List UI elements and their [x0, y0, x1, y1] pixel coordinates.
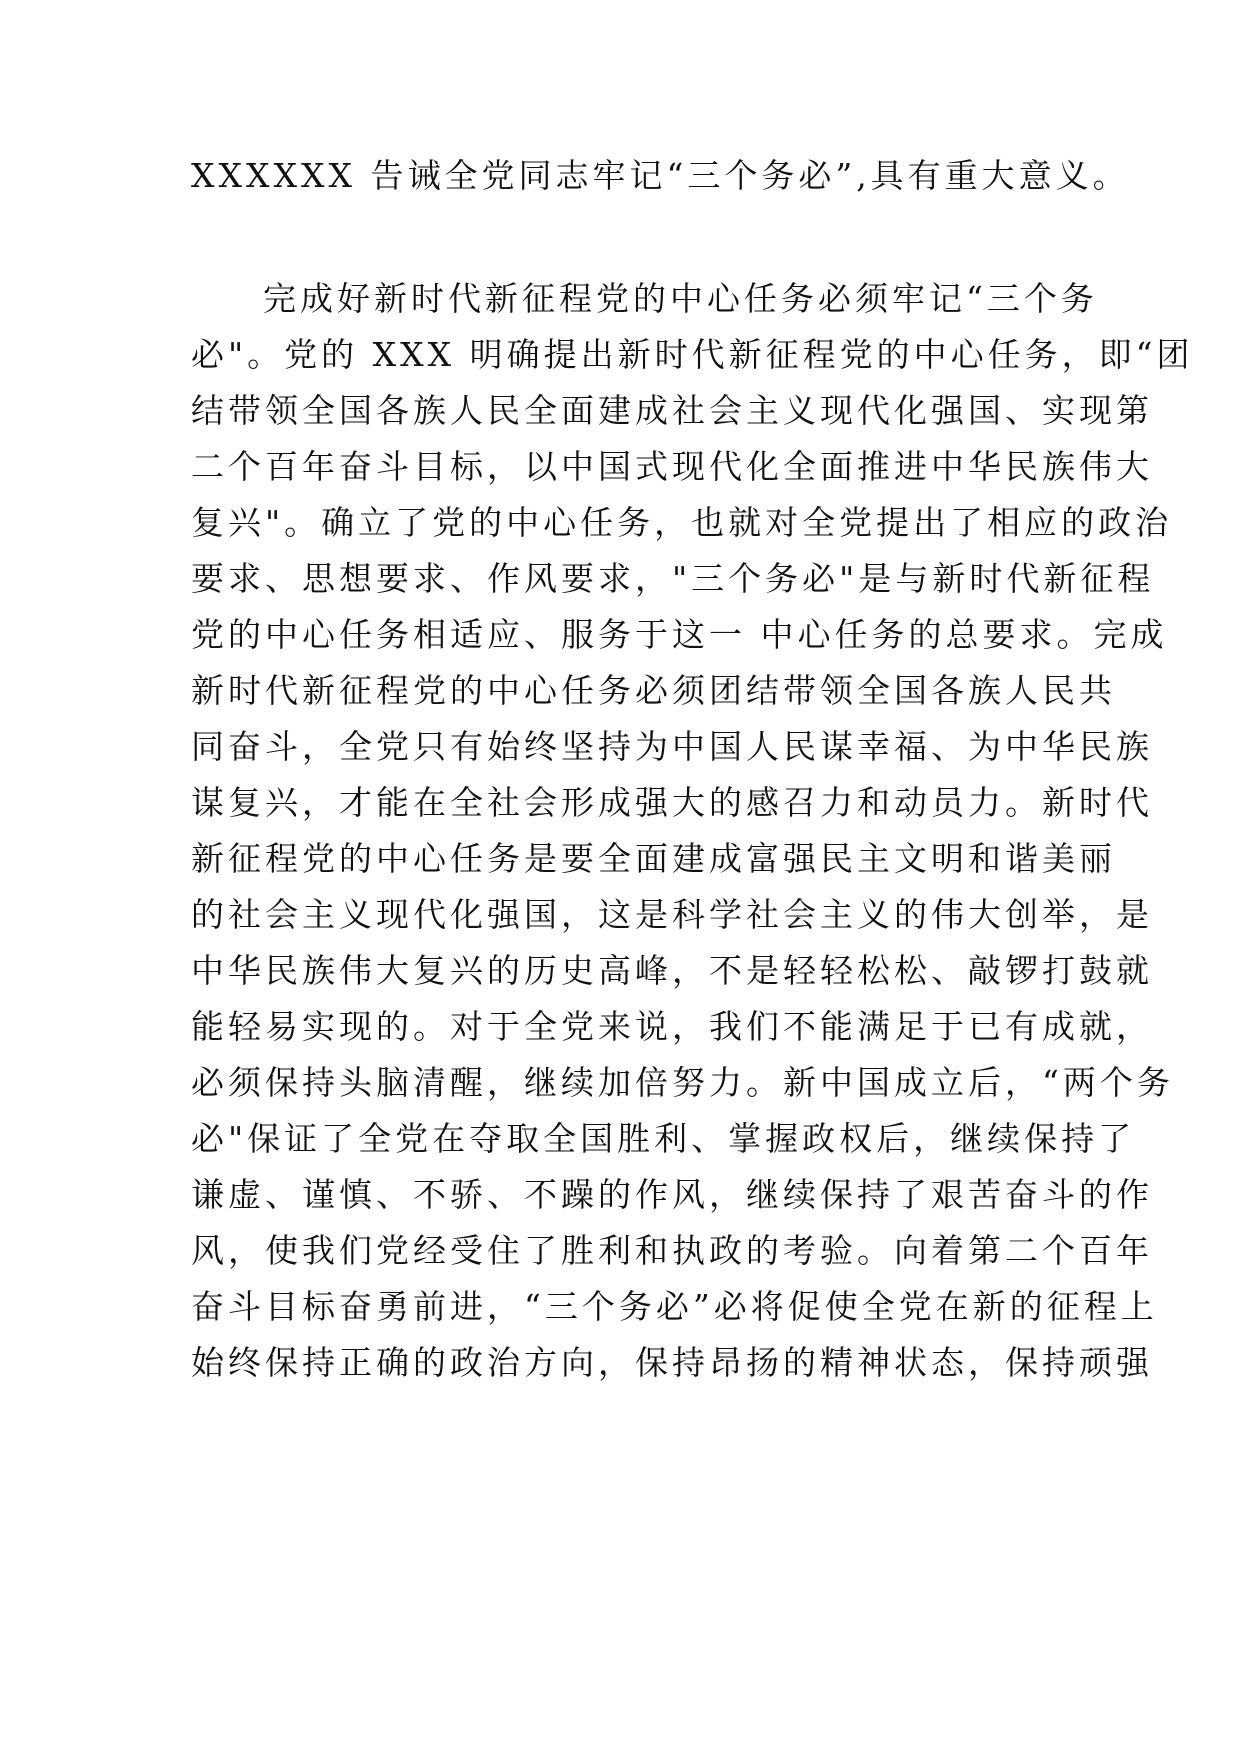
paragraph-line: 必"保证了全党在夺取全国胜利、掌握政权后，继续保持了 — [191, 1119, 1136, 1158]
paragraph-line: 奋斗目标奋勇前进，“三个务必”必将促使全党在新的征程上 — [191, 1287, 1158, 1326]
paragraph-line: 二个百年奋斗目标，以中国式现代化全面推进中华民族伟大 — [191, 447, 1153, 486]
paragraph-line: 中华民族伟大复兴的历史高峰，不是轻轻松松、敲锣打鼓就 — [191, 951, 1153, 990]
paragraph-line: 新征程党的中心任务是要全面建成富强民主文明和谐美丽 — [191, 839, 1116, 878]
paragraph-line: 必"。党的 XXX 明确提出新时代新征程党的中心任务，即“团 — [191, 335, 1194, 374]
paragraph-line: 始终保持正确的政治方向，保持昂扬的精神状态，保持顽强 — [191, 1343, 1153, 1382]
paragraph-line: 的社会主义现代化强国，这是科学社会主义的伟大创举，是 — [191, 895, 1153, 934]
paragraph-line: 谋复兴，才能在全社会形成强大的感召力和动员力。新时代 — [191, 783, 1153, 822]
paragraph-line: 谦虚、谨慎、不骄、不躁的作风，继续保持了艰苦奋斗的作 — [191, 1175, 1153, 1214]
paragraph-line: 完成好新时代新征程党的中心任务必须牢记“三个务 — [263, 279, 1098, 318]
paragraph-line: 要求、思想要求、作风要求，"三个务必"是与新时代新征程 — [191, 559, 1155, 598]
paragraph-line: 风，使我们党经受住了胜利和执政的考验。向着第二个百年 — [191, 1231, 1153, 1270]
paragraph-line: 结带领全国各族人民全面建成社会主义现代化强国、实现第 — [191, 391, 1153, 430]
paragraph-line: 能轻易实现的。对于全党来说，我们不能满足于已有成就， — [191, 1007, 1153, 1046]
paragraph-line: 新时代新征程党的中心任务必须团结带领全国各族人民共 — [191, 671, 1116, 710]
paragraph-line: 必须保持头脑清醒，继续加倍努力。新中国成立后，“两个务 — [191, 1063, 1174, 1102]
lead-text — [191, 148, 1130, 204]
paragraph-line: 党的中心任务相适应、服务于这一 中心任务的总要求。完成 — [191, 615, 1168, 654]
paragraph-line: 同奋斗，全党只有始终坚持为中国人民谋幸福、为中华民族 — [191, 727, 1153, 766]
lead-line: XXXXXX 告诫全党同志牢记“三个务必”,具有重大意义。 — [191, 156, 1130, 195]
paragraph-line: 复兴"。确立了党的中心任务，也就对全党提出了相应的政治 — [191, 503, 1173, 542]
body-paragraph — [191, 271, 1194, 1391]
